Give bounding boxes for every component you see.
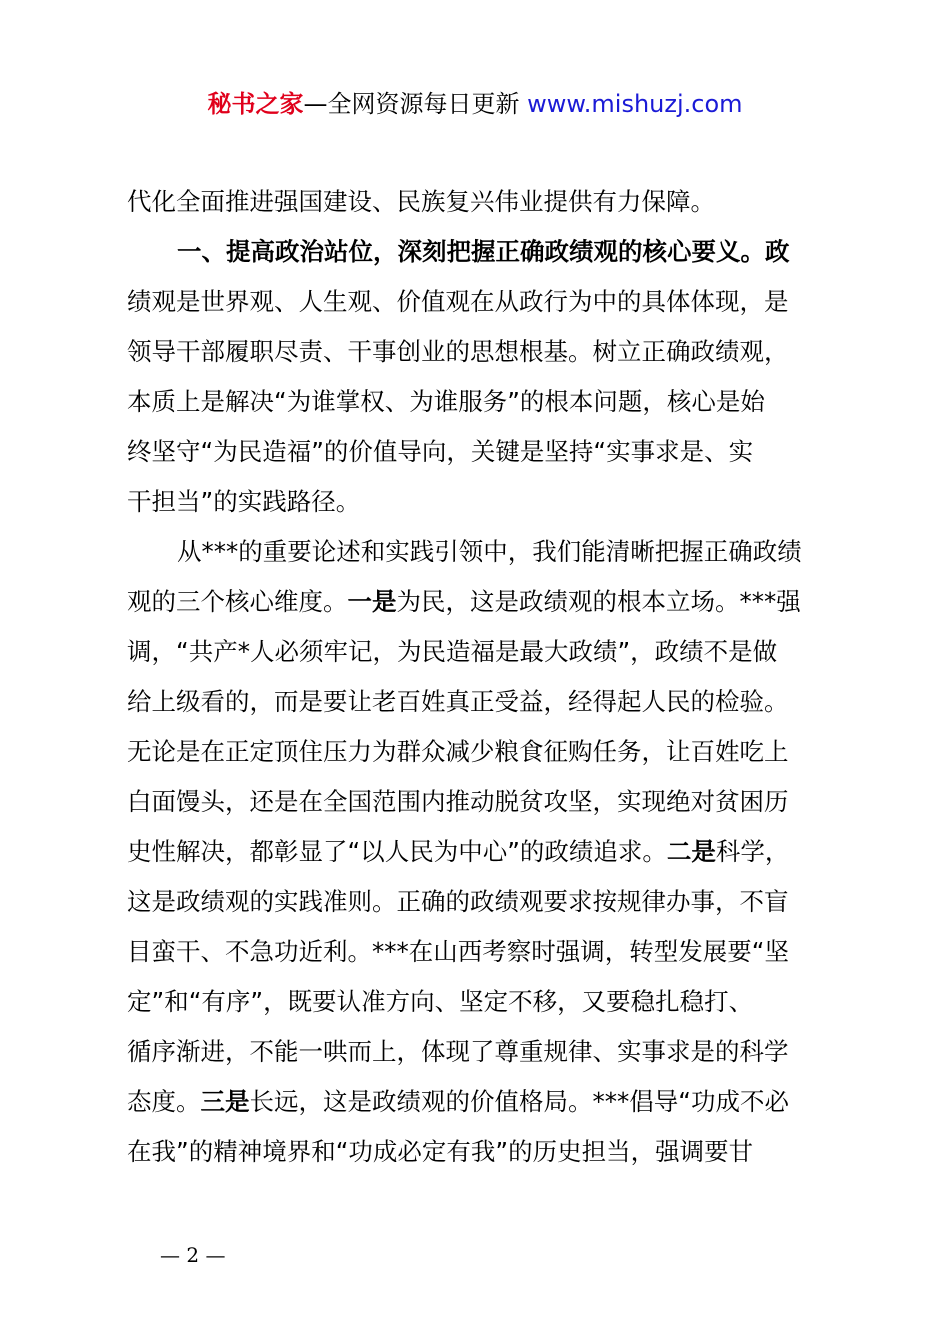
text-run: 科学， [715, 837, 790, 866]
point-marker-three: 三是 [200, 1087, 250, 1116]
text-line: 绩观是世界观、人生观、价值观在从政行为中的具体体现，是 [127, 287, 789, 316]
page-number: — 2 — [160, 1243, 226, 1267]
text-line [127, 1077, 833, 1127]
text-line: 无论是在正定顶住压力为群众减少粮食征购任务，让百姓吃上 [127, 737, 789, 766]
text-line: 领导干部履职尽责、干事创业的思想根基。树立正确政绩观， [127, 337, 789, 366]
text-run: 观的三个核心维度。 [127, 587, 348, 616]
text-run: 为民，这是政绩观的根本立场。***强 [396, 587, 801, 616]
text-line: 给上级看的，而是要让老百姓真正受益，经得起人民的检验。 [127, 687, 789, 716]
text-line: 白面馒头，还是在全国范围内推动脱贫攻坚，实现绝对贫困历 [127, 787, 789, 816]
text-run: 长远，这是政绩观的价值格局。***倡导“功成不必 [249, 1087, 789, 1116]
text-line: 本质上是解决“为谁掌权、为谁服务”的根本问题，核心是始 [127, 387, 765, 416]
text-line: 调，“共产*人必须牢记，为民造福是最大政绩”，政绩不是做 [127, 637, 778, 666]
text-line: 代化全面推进强国建设、民族复兴伟业提供有力保障。 [127, 187, 715, 216]
text-run: 史性解决，都彰显了“以人民为中心”的政绩追求。 [127, 837, 667, 866]
point-marker-one: 一是 [347, 587, 397, 616]
text-line: 循序渐进，不能一哄而上，体现了尊重规律、实事求是的科学 [127, 1037, 789, 1066]
section-heading-line [127, 227, 833, 277]
section-heading: 一、提高政治站位，深刻把握正确政绩观的核心要义。政 [177, 237, 790, 266]
text-line: 干担当”的实践路径。 [127, 487, 361, 516]
header-tagline: —全网资源每日更新 [303, 90, 520, 118]
text-line: 终坚守“为民造福”的价值导向，关键是坚持“实事求是、实 [127, 437, 754, 466]
point-marker-two: 二是 [666, 837, 716, 866]
text-line: 定”和“有序”，既要认准方向、坚定不移，又要稳扎稳打、 [127, 987, 754, 1016]
text-line [127, 577, 833, 627]
brand-name: 秘书之家 [207, 90, 304, 118]
text-line: 目蛮干、不急功近利。***在山西考察时强调，转型发展要“坚 [127, 937, 789, 966]
document-body [127, 177, 833, 1177]
text-line: 这是政绩观的实践准则。正确的政绩观要求按规律办事，不盲 [127, 887, 789, 916]
text-line [127, 827, 833, 877]
header-url: www.mishuzj.com [519, 90, 743, 118]
site-watermark-header [0, 86, 950, 122]
text-line: 在我”的精神境界和“功成必定有我”的历史担当，强调要甘 [127, 1137, 754, 1166]
text-line: 从***的重要论述和实践引领中，我们能清晰把握正确政绩 [177, 537, 802, 566]
text-run: 态度。 [127, 1087, 201, 1116]
